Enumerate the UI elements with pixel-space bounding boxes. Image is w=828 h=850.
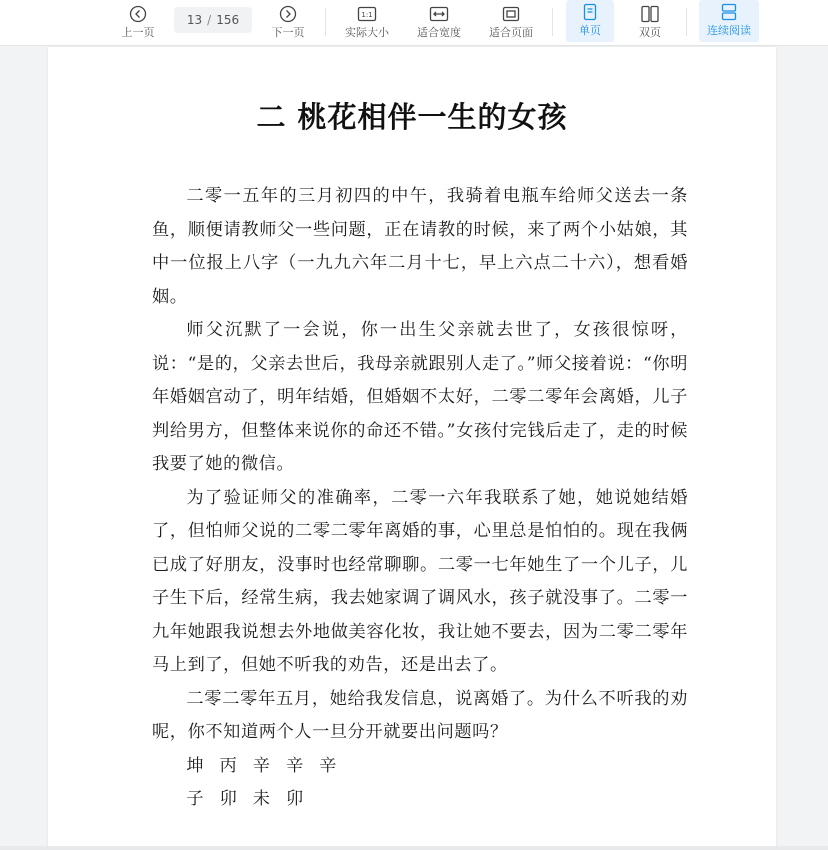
double-page-button[interactable]	[628, 2, 672, 42]
chapter-title: 二 桃花相伴一生的女孩	[256, 100, 568, 134]
single-page-label: 单页	[579, 24, 601, 37]
actual-size-icon	[357, 4, 377, 24]
bazi-line-stems: 坤丙辛辛辛	[186, 755, 353, 776]
double-page-icon	[640, 4, 660, 24]
prev-page-label: 上一页	[121, 26, 155, 39]
single-page-icon	[581, 2, 599, 22]
actual-size-button[interactable]	[340, 2, 394, 42]
single-page-button[interactable]	[566, 0, 614, 42]
next-page-label: 下一页	[271, 26, 305, 39]
bazi-line-branches: 子卯未卯	[186, 789, 320, 809]
prev-page-button[interactable]	[116, 2, 160, 42]
toolbar-divider	[686, 8, 687, 36]
continuous-scroll-icon	[720, 2, 738, 22]
chapter-body	[152, 180, 688, 817]
fit-width-icon	[429, 4, 449, 24]
fit-page-icon	[501, 4, 521, 24]
chevron-right-circle-icon	[279, 4, 297, 24]
page-number-indicator[interactable]	[174, 7, 252, 33]
fit-width-button[interactable]	[412, 2, 466, 42]
fit-page-label: 适合页面	[489, 26, 533, 39]
toolbar-divider	[325, 8, 326, 36]
current-page-number[interactable]: 13	[186, 13, 203, 27]
continuous-reading-button[interactable]	[699, 0, 759, 42]
document-page	[48, 47, 776, 847]
total-pages-number: 156	[216, 13, 240, 27]
body-paragraph: 二零一五年的三月初四的中午，我骑着电瓶车给师父送去一条鱼，顺便请教师父一些问题，正在请教的时候，来了两个小姑娘，其中一位报上八字（一九九六年二月十七，早上六点二十六），想看婚姻。	[152, 186, 688, 307]
next-page-button[interactable]	[266, 2, 310, 42]
continuous-reading-label: 连续阅读	[707, 24, 751, 37]
svg-text:1:1: 1:1	[361, 11, 373, 19]
fit-width-label: 适合宽度	[417, 26, 461, 39]
double-page-label: 双页	[639, 26, 661, 39]
bottom-scroll-area	[0, 846, 828, 850]
fit-page-button[interactable]	[484, 2, 538, 42]
toolbar-divider	[552, 8, 553, 36]
body-paragraph: 师父沉默了一会说，你一出生父亲就去世了，女孩很惊呀，说：“是的，父亲去世后，我母亲就跟别人走了。”师父接着说：“你明年婚姻宫动了，明年结婚，但婚姻不太好，二零二零年会离婚，儿子判给男方，但整体来说你的命还不错。”女孩付完钱后走了，走的时候我要了她的微信。	[152, 320, 688, 474]
chevron-left-circle-icon	[129, 4, 147, 24]
body-paragraph: 二零二零年五月，她给我发信息，说离婚了。为什么不听我的劝呢，你不知道两个人一旦分开就要出问题吗？	[152, 688, 688, 742]
reader-toolbar	[0, 0, 828, 46]
page-separator: /	[207, 13, 212, 27]
actual-size-label: 实际大小	[345, 26, 389, 39]
body-paragraph: 为了验证师父的准确率，二零一六年我联系了她，她说她结婚了，但怕师父说的二零二零年离婚的事，心里总是怕怕的。现在我俩已成了好朋友，没事时也经常聊聊。二零一七年她生了一个儿子，儿子生下后，经常生病，我去她家调了调风水，孩子就没事了。二零一九年她跟我说想去外地做美容化妆，我让她不要去，因为二零二零年马上到了，但她不听我的劝告，还是出去了。	[152, 487, 688, 675]
